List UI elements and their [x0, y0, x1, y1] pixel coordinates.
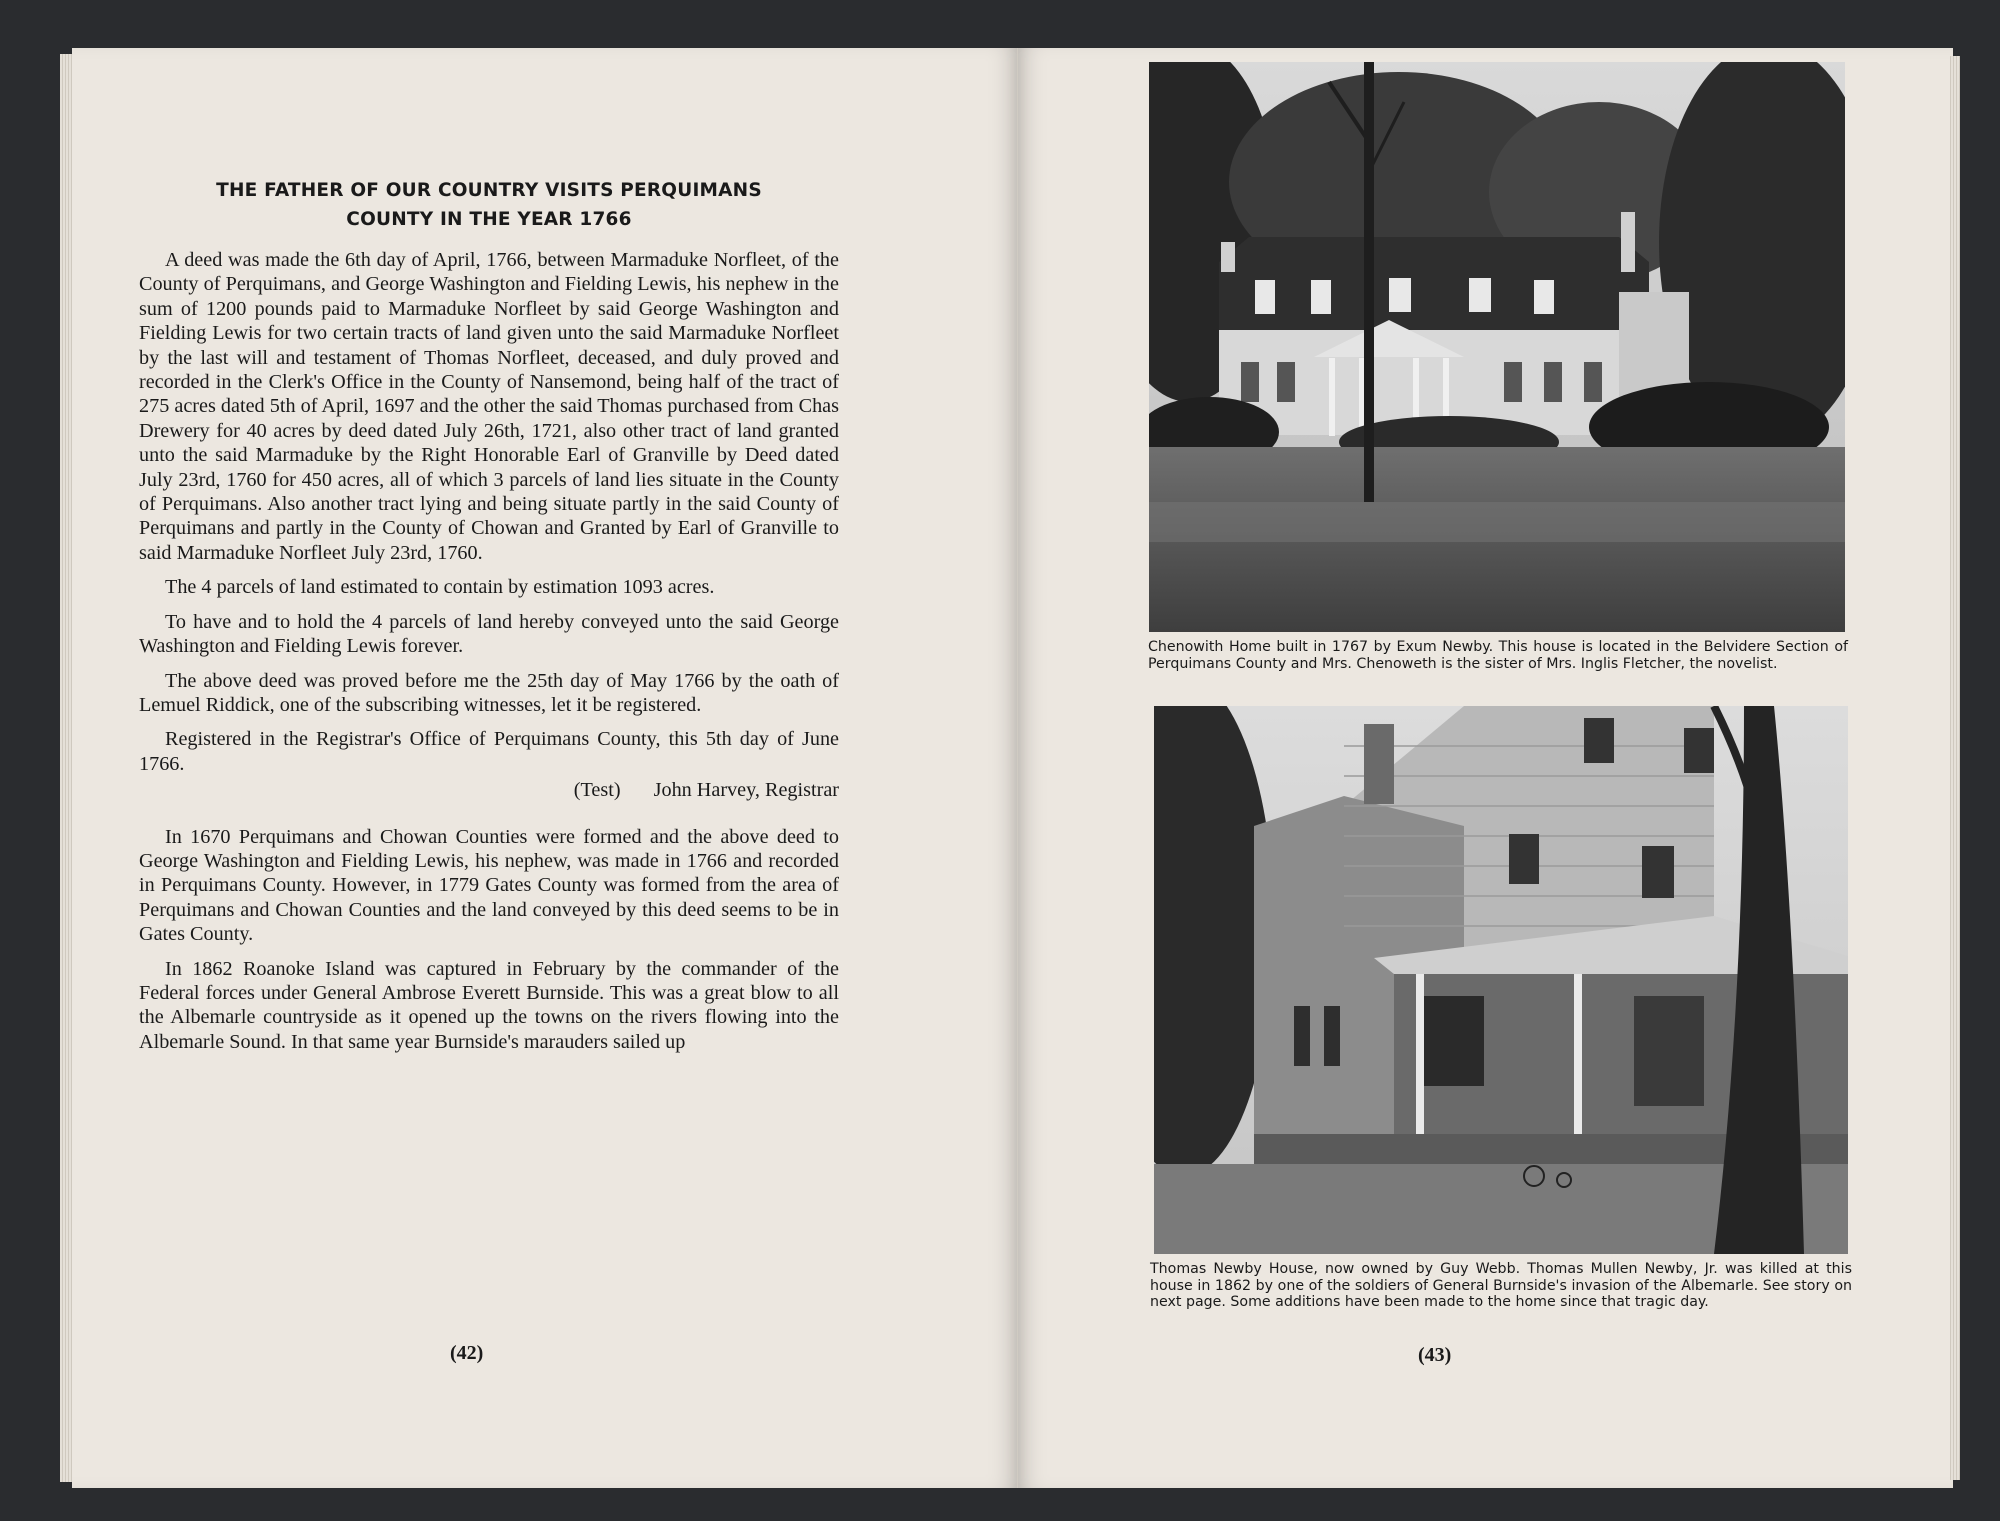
photo-chenowith-home: [1149, 62, 1845, 632]
right-page-edge: [1950, 56, 1960, 1480]
caption-chenowith-home: Chenowith Home built in 1767 by Exum Newby. This house is located in the Belvidere Section of Perquimans County and Mrs. Chenoweth is the sister of Mrs. Inglis Fletcher, the novelist.: [1148, 639, 1848, 672]
paragraph-proved: The above deed was proved before me the 25th day of May 1766 by the oath of Lemuel Riddick, one of the subscribing witnesses, let it be registered.: [139, 669, 839, 716]
caption-newby-house: Thomas Newby House, now owned by Guy Webb. Thomas Mullen Newby, Jr. was killed at this house in 1862 by one of the soldiers of General Burnside's invasion of the Albemarle. See story on next page. Some additions have been made to the home since that tragic day.: [1150, 1261, 1852, 1310]
house-photo-icon: [1149, 62, 1845, 632]
signature-test: (Test): [573, 779, 621, 802]
paragraph-deed: A deed was made the 6th day of April, 1766, between Marmaduke Norfleet, of the County of Perquimans, and George Washington and Fielding Lewis, his nephew in the sum of 1200 pounds paid to Marmaduke Norfleet by said George Washington and Fielding Lewis for two certain tracts of land given unto the said Marmaduke Norfleet by the last will and testament of Thomas Norfleet, deceased, and duly proved and recorded in the Clerk's Office in the County of Nansemond, being half of the tract of 275 acres dated 5th of April, 1697 and the other the said Thomas purchased from Chas Drewery for 40 acres by deed dated July 26th, 1721, also other tract of land granted unto the said Marmaduke by the Right Honorable Earl of Granville by Deed dated July 23rd, 1760 for 450 acres, all of which 3 parcels of land lies situate in the County of Perquimans. Also another tract lying and being situate partly in the said County of Perquimans and partly in the County of Chowan and Granted by Earl of Granville to said Marmaduke Norfleet July 23rd, 1760.: [139, 249, 839, 564]
paragraph-registered: Registered in the Registrar's Office of Perquimans County, this 5th day of June 1766.: [139, 728, 839, 775]
paragraph-roanoke: In 1862 Roanoke Island was captured in February by the commander of the Federal forces under General Ambrose Everett Burnside. This was a great blow to all the Albemarle countryside as it opened up the towns on the rivers flowing into the Albemarle Sound. In that same year Burnside's marauders sailed up: [139, 957, 839, 1053]
paragraph-counties: In 1670 Perquimans and Chowan Counties were formed and the above deed to George Washington and Fielding Lewis, his nephew, was made in 1766 and recorded in Perquimans County. However, in 1779 Gates County was formed from the area of Perquimans and Chowan Counties and the land conveyed by this deed seems to be in Gates County.: [139, 825, 839, 946]
page-number-left: (42): [450, 1342, 484, 1364]
left-page-edge: [60, 54, 72, 1482]
page-title: [139, 176, 839, 234]
photo-newby-house: [1154, 706, 1848, 1254]
signature-name: John Harvey, Registrar: [653, 779, 839, 802]
left-page-text: [139, 176, 839, 1064]
house-photo-icon: [1154, 706, 1848, 1254]
paragraph-parcels: The 4 parcels of land estimated to contain by estimation 1093 acres.: [165, 576, 715, 599]
page-number-right: (43): [1418, 1344, 1452, 1366]
paragraph-to-have: To have and to hold the 4 parcels of land hereby conveyed unto the said George Washington and Fielding Lewis forever.: [139, 610, 839, 658]
title-line-2: COUNTY IN THE YEAR 1766: [346, 209, 632, 230]
signature-line: [139, 778, 839, 802]
title-line-1: THE FATHER OF OUR COUNTRY VISITS PERQUIMANS: [216, 180, 762, 201]
